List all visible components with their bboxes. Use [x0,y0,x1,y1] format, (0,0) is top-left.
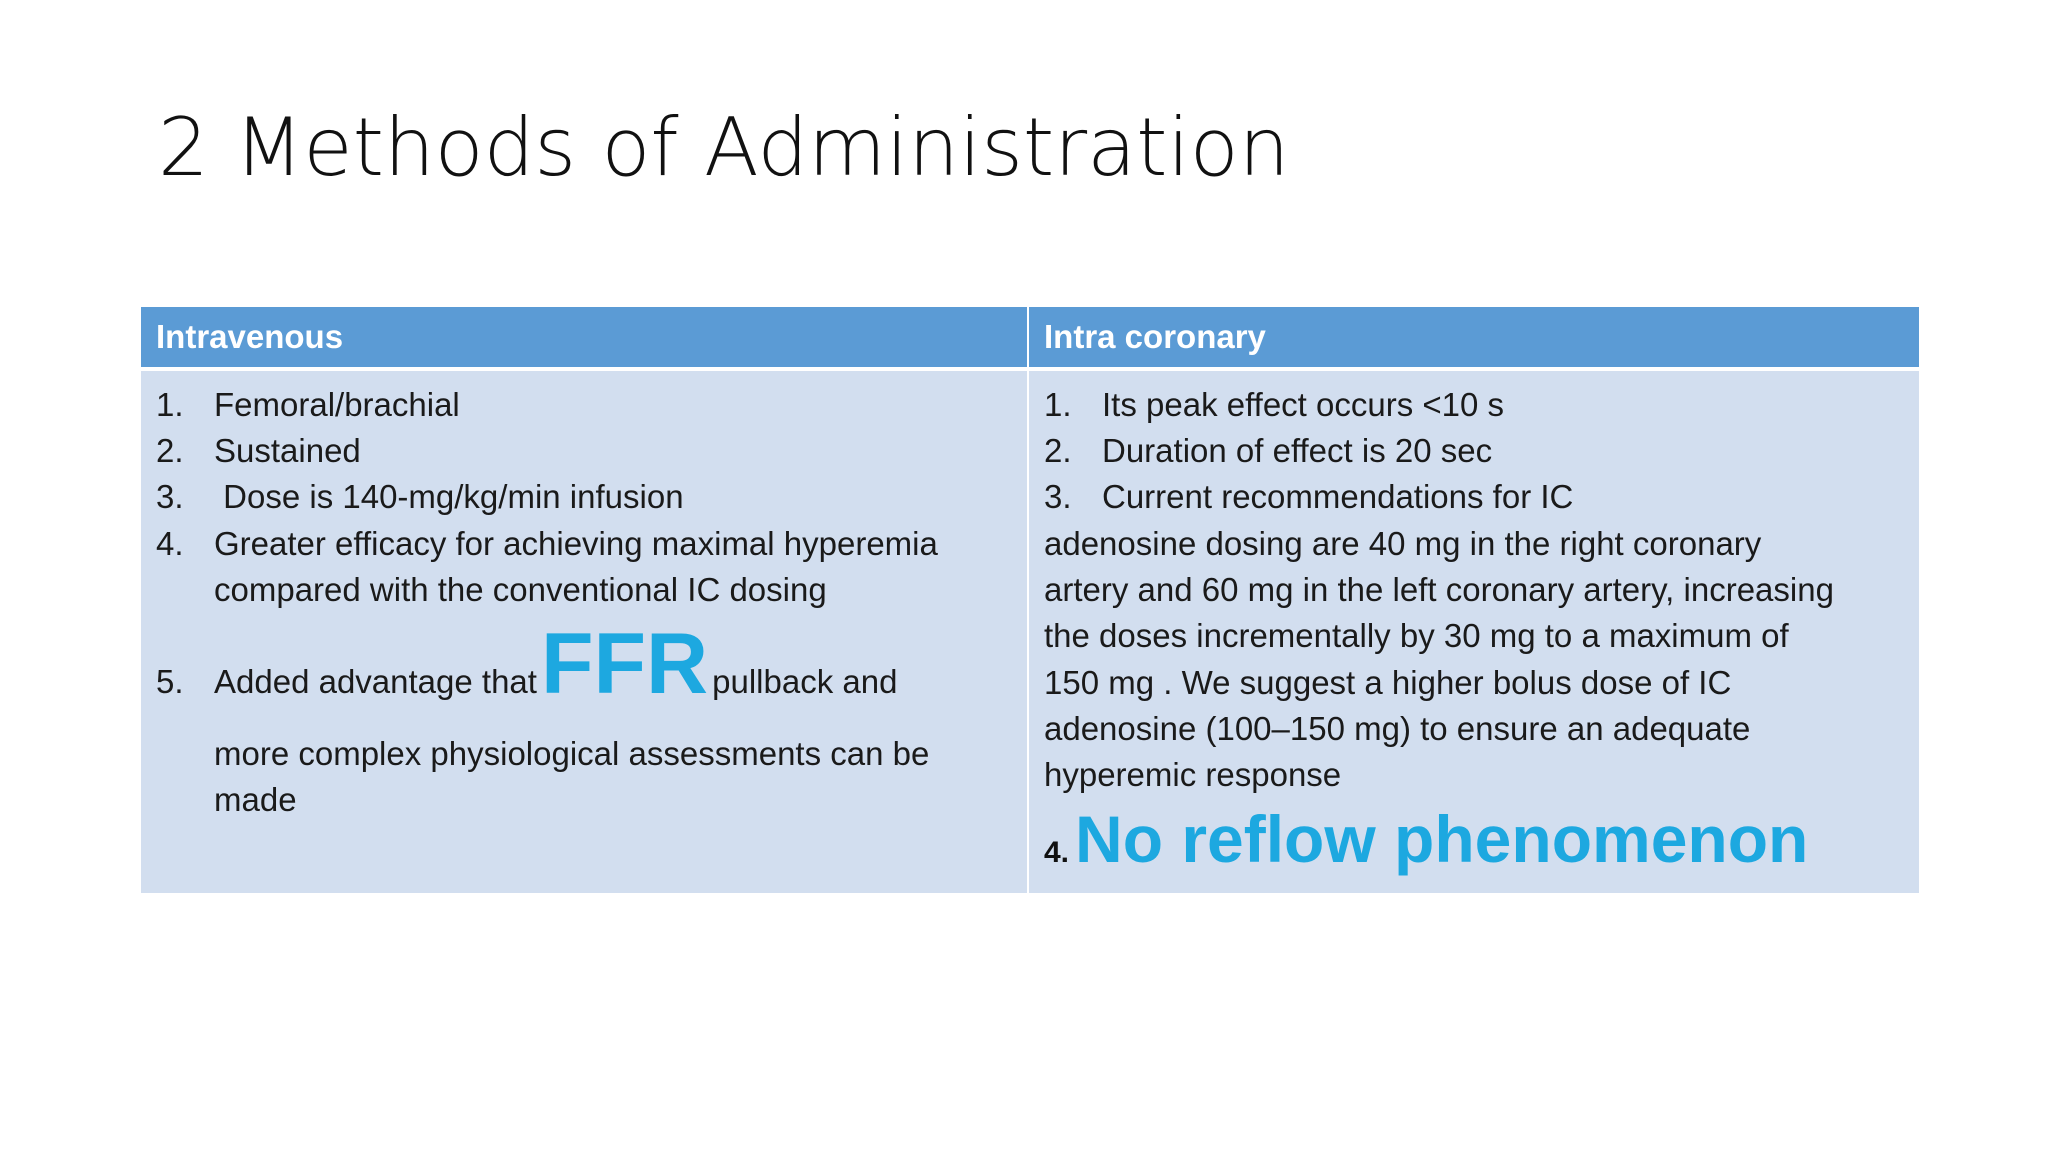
no-reflow-highlight: No reflow phenomenon [1075,802,1809,876]
ffr-highlight: FFR [540,616,709,712]
iv-item-1 [156,388,460,421]
list-number: 2. [156,432,184,469]
iv-item-5-continuation-1: more complex physiological assessments can be [214,735,930,772]
iv-item-2 [156,434,361,467]
list-text: Current recommendations for IC [1102,478,1574,515]
list-text: pullback and [712,663,898,700]
ic-item-3 [1044,480,1573,513]
slide-title: 2 Methods of Administration [158,101,1290,194]
list-number: 3. [1044,478,1072,515]
list-number: 3. [156,478,184,515]
list-number: 5. [156,663,184,700]
cell-intra-coronary [1029,371,1919,893]
ic-item-4 [1044,802,1809,876]
iv-item-4 [156,527,938,560]
list-text: Sustained [214,432,361,469]
list-number: 2. [1044,432,1072,469]
list-number: 1. [1044,386,1072,423]
iv-item-5 [156,616,898,712]
list-text: Femoral/brachial [214,386,460,423]
list-text: Duration of effect is 20 sec [1102,432,1493,469]
list-number: 1. [156,386,184,423]
list-number: 4. [156,525,184,562]
iv-item-3 [156,480,684,513]
ic-item-2 [1044,434,1492,467]
ic-item-3-continuation: the doses incrementally by 30 mg to a maximum of [1044,617,1789,654]
list-number: 4. [1044,836,1070,869]
header-intravenous: Intravenous [141,307,1027,367]
ic-item-3-continuation: adenosine dosing are 40 mg in the right coronary [1044,525,1762,562]
ic-item-3-continuation: artery and 60 mg in the left coronary artery, increasing [1044,571,1834,608]
comparison-table [141,307,1918,893]
iv-item-5-continuation-2: made [214,781,297,818]
ic-item-1 [1044,388,1504,421]
list-text: Its peak effect occurs <10 s [1102,386,1505,423]
list-text: Added advantage that [214,663,537,700]
ic-item-3-continuation: hyperemic response [1044,756,1342,793]
cell-intravenous [141,371,1027,893]
iv-item-4-continuation: compared with the conventional IC dosing [214,571,827,608]
header-intra-coronary: Intra coronary [1029,307,1919,367]
list-text: Dose is 140-mg/kg/min infusion [214,478,684,515]
ic-item-3-continuation: adenosine (100–150 mg) to ensure an adequate [1044,710,1751,747]
ic-item-3-continuation: 150 mg . We suggest a higher bolus dose of IC [1044,664,1732,701]
list-text: Greater efficacy for achieving maximal hyperemia [214,525,938,562]
